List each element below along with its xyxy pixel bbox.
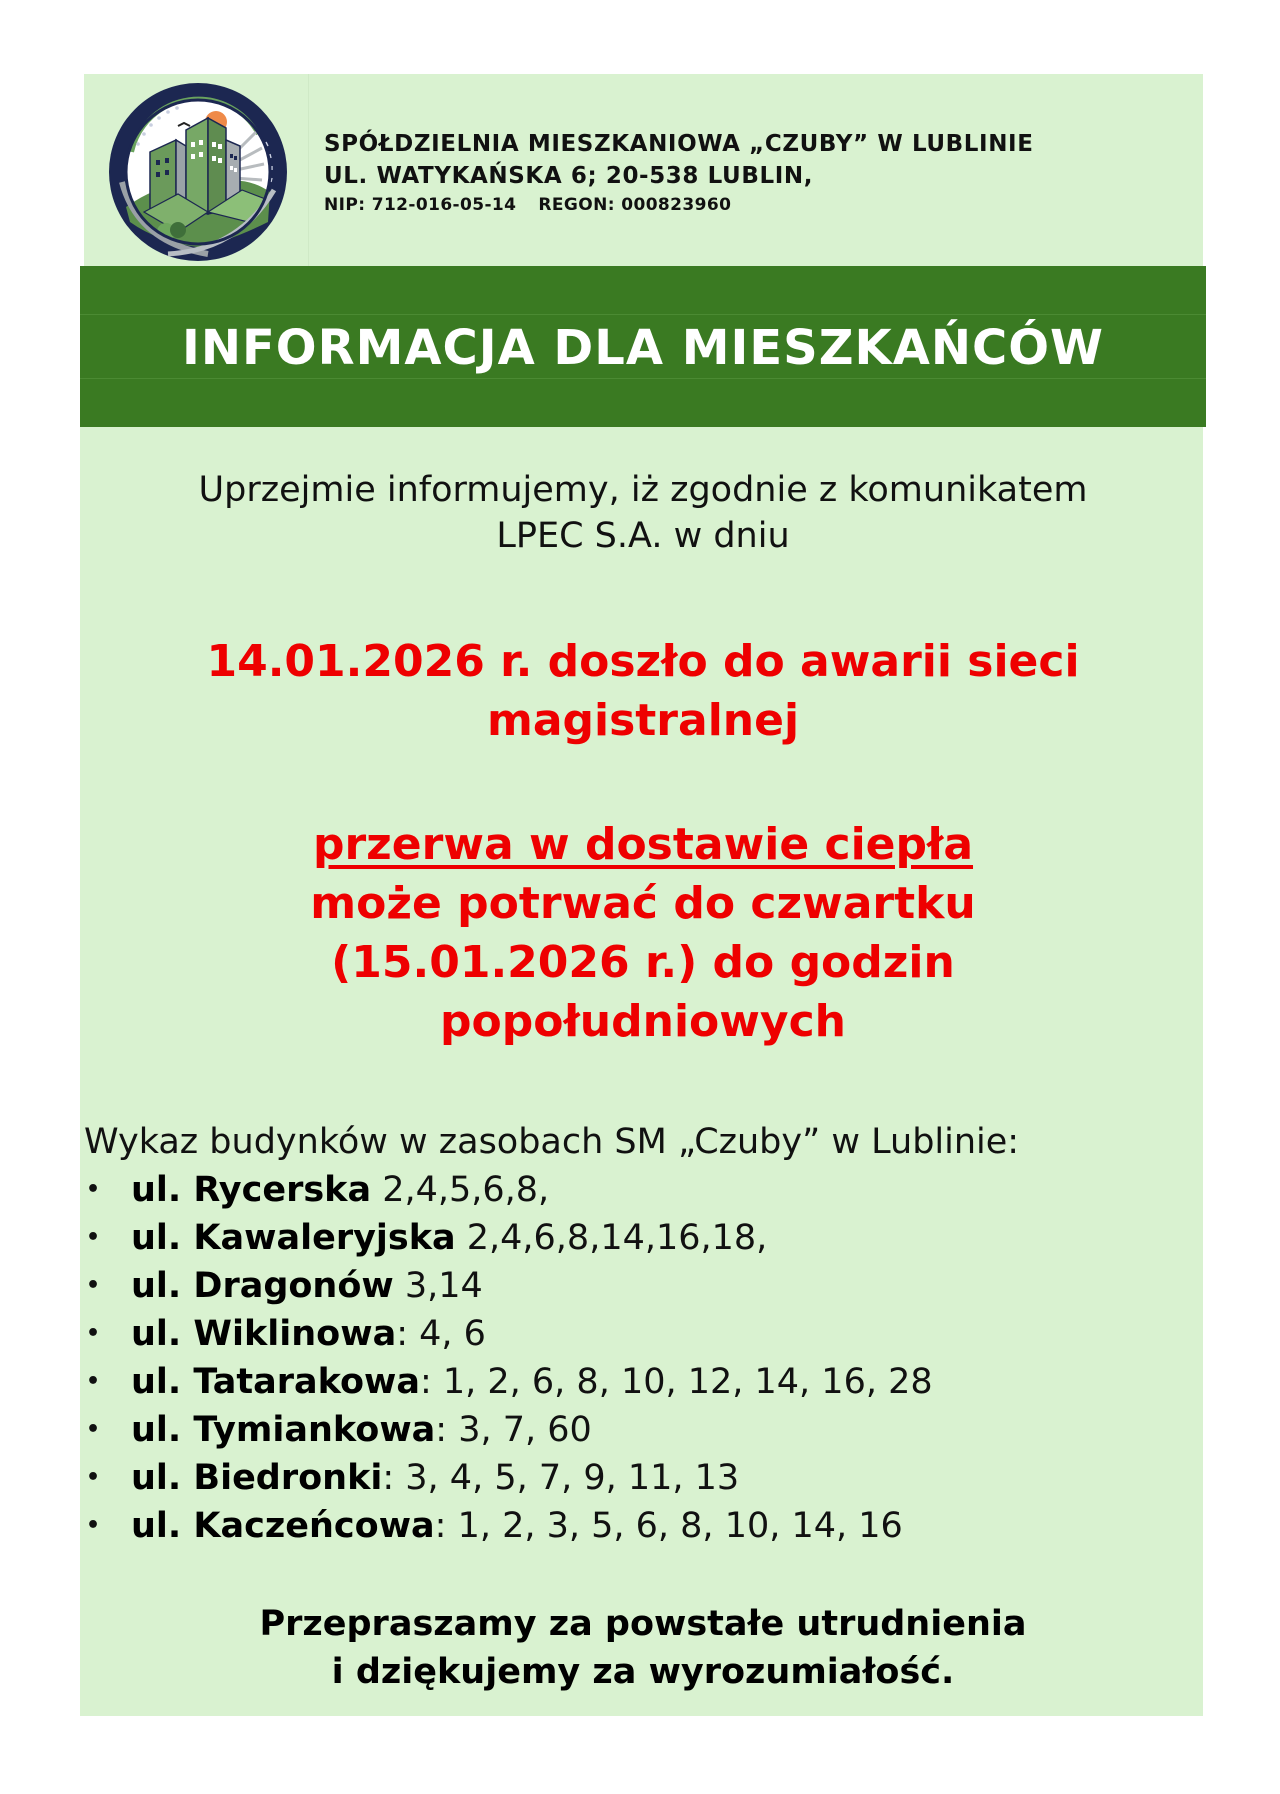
bullet-icon: • [86, 1513, 101, 1538]
building-numbers: : 3, 4, 5, 7, 9, 11, 13 [382, 1458, 740, 1498]
building-numbers: : 4, 6 [396, 1314, 486, 1354]
bullet-icon: • [86, 1177, 101, 1202]
street-name: ul. Dragonów [131, 1266, 394, 1306]
bullet-icon: • [86, 1273, 101, 1298]
banner-rule [80, 378, 1206, 379]
building-list-heading: Wykaz budynków w zasobach SM „Czuby” w Lublinie: [84, 1122, 1020, 1162]
bullet-icon: • [86, 1321, 101, 1346]
title-banner [80, 266, 1206, 427]
street-name: ul. Biedronki [131, 1458, 383, 1498]
bullet-icon: • [86, 1225, 101, 1250]
closing-message [80, 1600, 1206, 1696]
organization-ids [324, 192, 1034, 218]
building-numbers: : 3, 7, 60 [435, 1410, 592, 1450]
bullet-icon: • [86, 1465, 101, 1490]
list-item [84, 1406, 933, 1454]
nip-number: NIP: 712-016-05-14 [324, 195, 517, 215]
header-divider [308, 74, 309, 266]
outage-headline: przerwa w dostawie ciepła [312, 819, 974, 870]
regon-number: REGON: 000823960 [538, 195, 732, 215]
street-name: ul. Kaczeńcowa [131, 1506, 435, 1546]
outage-alert [80, 815, 1206, 1051]
incident-line: 14.01.2026 r. doszło do awarii sieci [206, 636, 1080, 687]
closing-line: i dziękujemy za wyrozumiałość. [331, 1652, 955, 1692]
closing-line: Przepraszamy za powstałe utrudnienia [259, 1604, 1027, 1644]
list-item [84, 1214, 933, 1262]
outage-line: popołudniowych [440, 996, 846, 1047]
intro-line: LPEC S.A. w dniu [496, 516, 790, 556]
building-numbers: 3,14 [393, 1266, 483, 1306]
incident-alert [80, 632, 1206, 750]
street-name: ul. Rycerska [131, 1170, 372, 1210]
building-list [84, 1166, 933, 1550]
building-numbers: 2,4,5,6,8, [371, 1170, 550, 1210]
bullet-icon: • [86, 1369, 101, 1394]
cooperative-logo-icon [108, 82, 288, 262]
list-item [84, 1358, 933, 1406]
street-name: ul. Tymiankowa [131, 1410, 436, 1450]
banner-rule [80, 314, 1206, 315]
organization-header [324, 128, 1034, 218]
street-name: ul. Tatarakowa [131, 1362, 420, 1402]
page-title: INFORMACJA DLA MIESZKAŃCÓW [181, 320, 1104, 376]
intro-line: Uprzejmie informujemy, iż zgodnie z komunikatem [198, 470, 1088, 510]
organization-name: SPÓŁDZIELNIA MIESZKANIOWA „CZUBY” W LUBLINIE [324, 131, 1034, 157]
street-name: ul. Wiklinowa [131, 1314, 397, 1354]
list-item [84, 1502, 933, 1550]
list-item [84, 1454, 933, 1502]
incident-line: magistralnej [486, 695, 800, 746]
building-numbers: : 1, 2, 3, 5, 6, 8, 10, 14, 16 [434, 1506, 903, 1546]
list-item [84, 1310, 933, 1358]
street-name: ul. Kawaleryjska [131, 1218, 456, 1258]
organization-address: UL. WATYKAŃSKA 6; 20-538 LUBLIN, [324, 163, 814, 189]
building-numbers: : 1, 2, 6, 8, 10, 12, 14, 16, 28 [419, 1362, 933, 1402]
list-item [84, 1262, 933, 1310]
building-numbers: 2,4,6,8,14,16,18, [455, 1218, 768, 1258]
outage-line: może potrwać do czwartku [310, 878, 976, 929]
intro-text [80, 467, 1206, 559]
list-item [84, 1166, 933, 1214]
bullet-icon: • [86, 1417, 101, 1442]
outage-line: (15.01.2026 r.) do godzin [331, 937, 955, 988]
